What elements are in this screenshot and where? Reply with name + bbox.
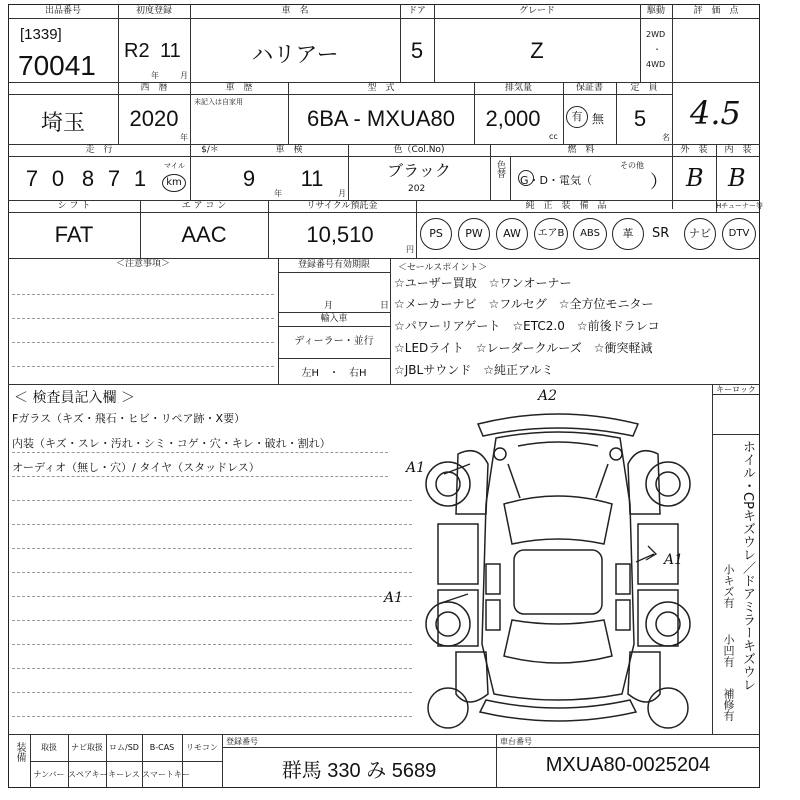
footer-label: スマートキー (142, 770, 190, 779)
year-unit-1: 年 (151, 71, 159, 80)
grade-label: グレード (518, 6, 555, 16)
footer-label: スペアキー (68, 770, 108, 779)
model-code: 6BA - MXUA80 (307, 106, 455, 131)
year: 2020 (129, 106, 179, 131)
fuel-circle (518, 170, 534, 186)
fuel-close: ） (650, 172, 668, 193)
first-reg-era: R2 (124, 40, 150, 62)
import-type: ディーラー・並行 (294, 336, 374, 347)
equip-dtv: DTV (722, 218, 756, 250)
equip-abs: ABS (573, 218, 607, 250)
sales-point-line: ☆JBLサウンド ☆純正アルミ (394, 363, 554, 377)
equip-aw: AW (496, 218, 528, 250)
tax-label: $/＊ (201, 145, 219, 155)
footer-label: リモコン (186, 743, 218, 752)
damage-mark-a1-right: A1 (664, 552, 684, 568)
side-note-small-scratch: 小キズ有 (722, 564, 735, 608)
mileage-digit: 7 (107, 166, 121, 191)
capacity-value: 5 (633, 106, 647, 131)
shift: FAT (54, 222, 94, 247)
sales-point-line: ☆ユーザー買取 ☆ワンオーナー (394, 276, 572, 290)
footer-label: ロム/SD (109, 743, 139, 752)
equip-navi: ナビ (684, 218, 716, 250)
prefecture-label: 西 暦 (140, 83, 168, 93)
footer-label: キーレス (108, 770, 140, 779)
color-label: 色（Col.No) (393, 145, 445, 155)
keylock-label: キーロック (716, 385, 756, 394)
inspector-line: 内装（キズ・スレ・汚れ・シミ・コゲ・穴・キレ・破れ・割れ） (12, 437, 331, 450)
inspector-line: オーディオ（無し・穴）/ タイヤ（スタッドレス） (12, 461, 260, 474)
inspector-line: Fガラス（キズ・飛石・ヒビ・リペア跡・X要） (12, 412, 246, 425)
recycle-label: リサイクル預託金 (306, 201, 378, 211)
color-change: 色替 (495, 160, 505, 178)
ac-label: エ ア コ ン (181, 201, 227, 211)
footer-label: 取扱 (41, 743, 57, 752)
notes-label: ＜注意事項＞ (115, 259, 170, 269)
car-diagram (408, 394, 708, 732)
lot-label: 出品番号 (44, 6, 81, 16)
import-label: 輸入車 (320, 314, 348, 324)
warranty-label: 保証書 (575, 83, 603, 93)
month-unit-1: 月 (180, 71, 188, 80)
mileage-label: 走 行 (85, 145, 113, 155)
chassis-label: 車台番号 (500, 737, 532, 746)
score-label: 評 価 点 (693, 6, 739, 16)
equip-ps: PS (420, 218, 452, 250)
reg-number: 群馬 330 み 5689 (281, 760, 437, 782)
interior-label: 内 装 (724, 145, 752, 155)
mileage-km: km (162, 174, 186, 192)
sales-point-line: ☆パワーリアゲート ☆ETC2.0 ☆前後ドラレコ (394, 319, 660, 333)
mileage-digit: 8 (81, 166, 95, 191)
inspection-year: 9 (242, 166, 256, 191)
auction-sheet (8, 4, 764, 788)
fuel-options: G・D・電気（ (520, 174, 592, 187)
sales-point-line: ☆メーカーナビ ☆フルセグ ☆全方位モニター (394, 297, 654, 311)
drive-label: 駆動 (646, 6, 665, 16)
warranty-no: 無 (592, 112, 605, 126)
color-name: ブラック (387, 163, 451, 180)
model-label: 型 式 (367, 83, 395, 93)
equip-airbag: エアB (534, 218, 568, 250)
inspection-month-unit: 月 (338, 189, 346, 198)
damage-mark-a2: A2 (538, 388, 558, 404)
sales-points-label: ＜セールスポイント＞ (398, 263, 488, 273)
displacement-label: 排気量 (504, 83, 532, 93)
ac: AAC (181, 222, 227, 247)
inspector-title: ＜ 検査員記入欄 ＞ (14, 390, 135, 406)
first-reg-label: 初度登録 (135, 6, 172, 16)
mileage-mile: マイル (164, 162, 185, 170)
inspection-year-unit: 年 (274, 189, 282, 198)
drive-4wd: 4WD (646, 60, 666, 69)
damage-mark-a1-front: A1 (406, 460, 426, 476)
footer-label: ナビ取扱 (71, 743, 103, 752)
inspection-month: 11 (300, 166, 324, 191)
equip-sr: SR (652, 226, 670, 241)
grade: Z (530, 38, 544, 63)
chassis-number: MXUA80-0025204 (545, 754, 711, 776)
fuel-label: 燃 料 (567, 145, 595, 155)
equip-pw: PW (458, 218, 490, 250)
reg-number-label: 登録番号 (226, 737, 258, 746)
reg-expiry-label: 登録番号有効期限 (297, 260, 370, 270)
equipment-label: 純 正 装 備 品 (525, 201, 607, 211)
sales-point-line: ☆LEDライト ☆レーダークルーズ ☆衝突軽減 (394, 341, 653, 355)
tuner-label: Hチューナー等 (716, 202, 764, 210)
equip-leather: 革 (612, 218, 644, 250)
drive-sep: ・ (653, 45, 661, 54)
mileage-digit: 0 (51, 166, 65, 191)
displacement-unit: cc (549, 132, 558, 141)
car-name-label: 車 名 (281, 6, 309, 16)
lot-number: 70041 (18, 50, 96, 81)
prefecture: 埼玉 (40, 110, 85, 135)
mileage-digit: 7 (25, 166, 39, 191)
side-note-dent: 小凹有 (722, 634, 735, 667)
exterior-grade: B (686, 164, 704, 192)
fuel-other: その他 (620, 161, 644, 170)
footer-label: ナンバー (33, 770, 65, 779)
mileage-digit: 1 (133, 166, 147, 191)
color-code: 202 (408, 184, 426, 194)
history-label: 車 歴 (225, 83, 253, 93)
side-note-repair: 補修有 (722, 688, 735, 721)
score-hand: 4.5 (690, 94, 741, 132)
capacity-label: 定 員 (630, 83, 658, 93)
damage-mark-a1-left: A1 (384, 590, 404, 606)
year-unit: 年 (180, 133, 188, 142)
lot-bracket: [1339] (20, 26, 62, 43)
first-reg-month: 11 (160, 40, 181, 62)
side-note-wheel: ホイル・CPキズウレ／ドアミラーキズウレ (740, 440, 755, 691)
history-note: 未記入は自家用 (194, 98, 243, 106)
warranty-yes: 有 (566, 106, 588, 128)
displacement-value: 2,000 (485, 106, 541, 131)
door-label: ドア (408, 6, 426, 16)
interior-grade: B (728, 164, 746, 192)
footer-side-label: 装備 (14, 742, 25, 762)
recycle-unit: 円 (406, 245, 414, 254)
reg-day: 日 (380, 301, 390, 311)
reg-month: 月 (324, 301, 334, 311)
car-name: ハリアー (251, 42, 339, 67)
doors: 5 (410, 38, 424, 63)
exterior-label: 外 装 (680, 145, 708, 155)
shift-label: シ フ ト (57, 201, 91, 211)
recycle-value: 10,510 (306, 222, 374, 247)
handle: 左H ・ 右H (301, 368, 367, 379)
capacity-unit: 名 (662, 133, 670, 142)
inspection-label: 車 検 (275, 145, 303, 155)
drive-2wd: 2WD (646, 30, 666, 39)
footer-label: B-CAS (149, 743, 175, 752)
